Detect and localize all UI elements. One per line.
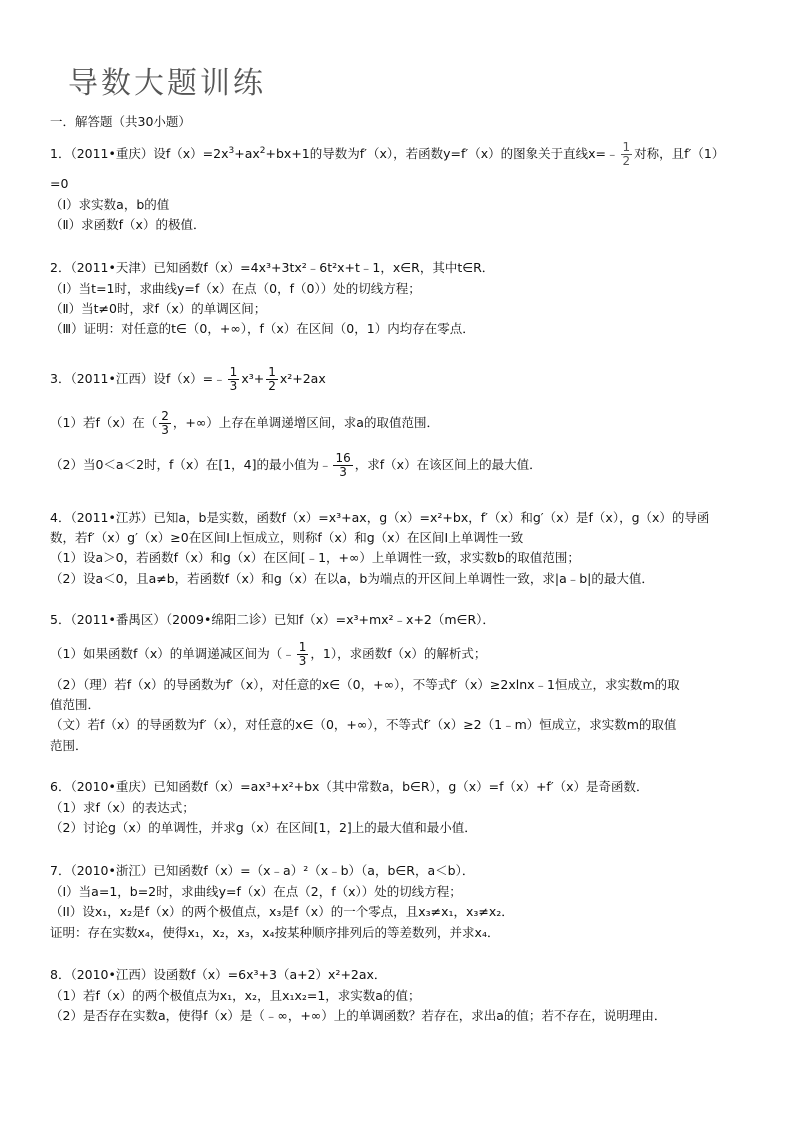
q2-part-1: （Ⅰ）当t=1时，求曲线y=f（x）在点（0，f（0））处的切线方程； [50, 281, 421, 296]
q6-part-2: （2）讨论g（x）的单调性，并求g（x）在区间[1，2]上的最大值和最小值． [50, 820, 477, 835]
q8-line-1: 8．（2010•江西）设函数f（x）=6x³+3（a+2）x²+2ax． [50, 967, 387, 982]
fraction-sixteen-thirds: $\frac{16}{3}$ [335, 451, 351, 479]
q8-part-1: （1）若f（x）的两个极值点为x₁，x₂，且x₁x₂=1，求实数a的值； [50, 988, 421, 1003]
q5-part-2-line-2: 值范围． [50, 697, 101, 712]
q3-part-2: （2）当0＜a＜2时，f（x）在[1，4]的最小值为﹣ $\frac{16}{3}$ ，求f（x）在该区间上的最大值． [50, 451, 542, 479]
q2-part-2: （Ⅱ）当t≠0时，求f（x）的单调区间； [50, 301, 267, 316]
page-title: 导数大题训练 [68, 66, 266, 101]
fraction-one-third: $\frac{1}{3}$ [298, 640, 307, 668]
q3-line-1: 3．（2011•江西）设f（x）=﹣ $\frac{1}{3}$ x³+ $\frac{1}{2}$ x²+2ax [50, 365, 326, 393]
q1-part-1: （Ⅰ）求实数a，b的值 [50, 197, 170, 212]
q2-part-3: （Ⅲ）证明：对任意的t∈（0，+∞），f（x）在区间（0，1）内均存在零点． [50, 321, 475, 336]
q6-part-1: （1）求f（x）的表达式； [50, 800, 195, 815]
q6-line-1: 6．（2010•重庆）已知函数f（x）=ax³+x²+bx（其中常数a，b∈R），g（x）=f（x）+f′（x）是奇函数． [50, 779, 649, 794]
fraction-one-third: $\frac{1}{3}$ [229, 365, 238, 393]
q5-line-1: 5．（2011•番禺区）（2009•绵阳二诊）已知f（x）=x³+mx²﹣x+2（m∈R）． [50, 612, 495, 627]
q3-part-1: （1）若f（x）在（ $\frac{2}{3}$ ，+∞）上存在单调递增区间，求a的取值范围． [50, 409, 439, 437]
fraction-one-half: $\frac{1}{2}$ [622, 140, 631, 168]
fraction-two-thirds: $\frac{2}{3}$ [161, 409, 169, 437]
q5-part-2-line-1: （2）（理）若f（x）的导函数为f′（x），对任意的x∈（0，+∞），不等式f′（x）≥2xlnx﹣1恒成立，求实数m的取 [50, 677, 680, 692]
q5-part-2-alt-line-1: （文）若f（x）的导函数为f′（x），对任意的x∈（0，+∞），不等式f′（x）≥2（1﹣m）恒成立，求实数m的取值 [50, 717, 677, 732]
q2-line-1: 2．（2011•天津）已知函数f（x）=4x³+3tx²﹣6t²x+t﹣1，x∈R，其中t∈R． [50, 260, 495, 275]
q7-line-1: 7．（2010•浙江）已知函数f（x）=（x﹣a）²（x﹣b）（a，b∈R，a＜b）． [50, 863, 475, 878]
q1-line-1: 1．（2011•重庆）设$f(x)=2x^3+ax^2+bx+1$的导数为f′（x），若函数y=f′（x）的图象关于直线x=﹣ $\frac{1}{2}$ 对称，且f′（1） [50, 140, 725, 168]
section-heading: 一．解答题（共30小题） [50, 114, 191, 129]
q5-part-1: （1）如果函数f（x）的单调递减区间为（﹣ $\frac{1}{3}$ ，1），求函数f（x）的解析式； [50, 640, 487, 668]
q4-part-2: （2）设a＜0，且a≠b，若函数f（x）和g（x）在以a，b为端点的开区间上单调性一致，求|a﹣b|的最大值． [50, 571, 654, 586]
q4-line-1: 4．（2011•江苏）已知a，b是实数，函数f（x）=x³+ax，g（x）=x²+bx，f′（x）和g′（x）是f（x），g（x）的导函 [50, 510, 710, 525]
q7-part-1: （I）当a=1，b=2时，求曲线y=f（x）在点（2，f（x））处的切线方程； [50, 884, 462, 899]
q5-part-2-alt-line-2: 范围． [50, 738, 88, 753]
q4-line-2: 数，若f′（x）g′（x）≥0在区间I上恒成立，则称f（x）和g（x）在区间I上单调性一致 [50, 530, 524, 545]
q7-proof: 证明：存在实数x₄，使得x₁，x₂，x₃，x₄按某种顺序排列后的等差数列，并求x₄． [50, 925, 500, 940]
q1-line-2: =0 [50, 176, 69, 191]
q7-part-2: （II）设x₁，x₂是f（x）的两个极值点，x₃是f（x）的一个零点，且x₃≠x₁，x₃≠x₂． [50, 904, 514, 919]
q8-part-2: （2）是否存在实数a，使得f（x）是（﹣∞，+∞）上的单调函数？若存在，求出a的值；若不存在，说明理由． [50, 1008, 667, 1023]
fraction-one-half: $\frac{1}{2}$ [268, 365, 276, 393]
q4-part-1: （1）设a＞0，若函数f（x）和g（x）在区间[﹣1，+∞）上单调性一致，求实数b的取值范围； [50, 550, 580, 565]
q1-part-2: （Ⅱ）求函数f（x）的极值． [50, 217, 206, 232]
